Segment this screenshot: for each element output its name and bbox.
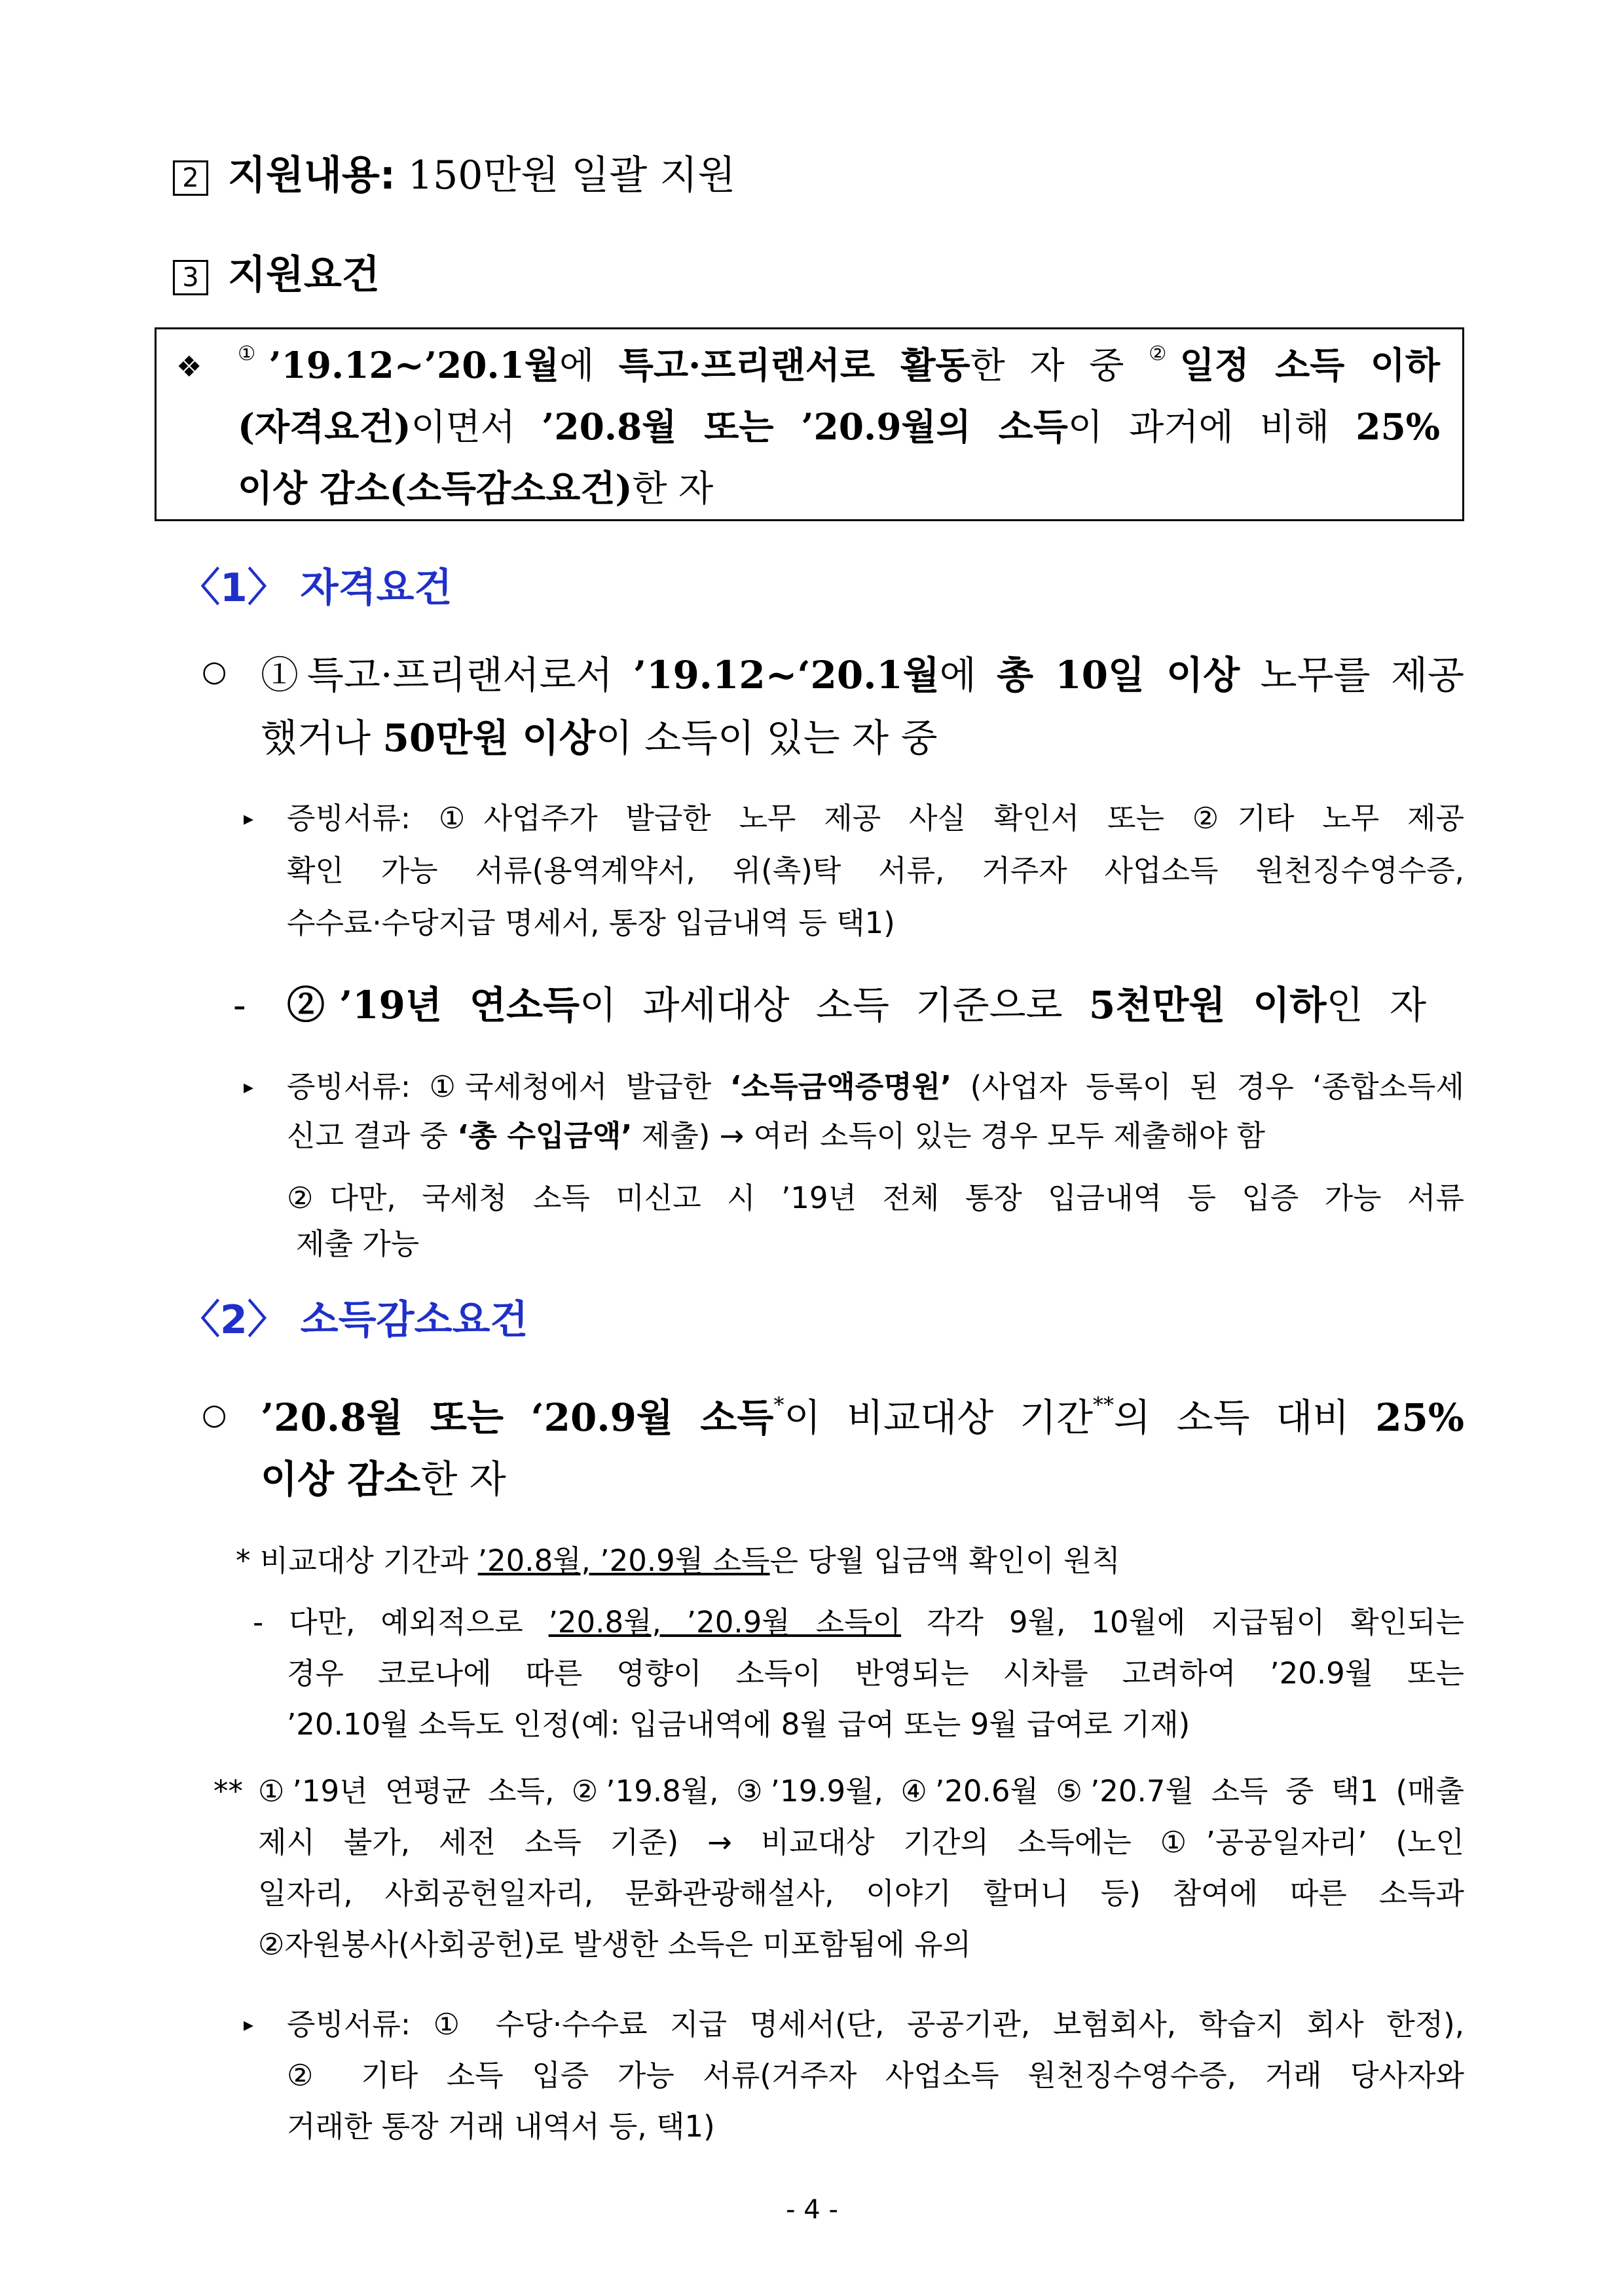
- text-run: ‘총 수입금액’: [457, 1118, 633, 1153]
- section-2-heading: [173, 149, 735, 202]
- summary-line-2: [238, 404, 1440, 450]
- text-run: 한 자: [420, 1457, 506, 1501]
- qualification-line-1: [261, 651, 1464, 699]
- text-run: ’19.12~’20.1월: [268, 344, 560, 386]
- text-run: 특고·프리랜서로 활동: [618, 344, 970, 386]
- text-run: ’20.8월, ’20.9월 소득이: [548, 1605, 902, 1640]
- dash-bullet: -: [233, 983, 246, 1027]
- text-run: 의 소득 대비: [1113, 1395, 1376, 1440]
- summary-box: [155, 327, 1464, 521]
- text-run: ’19.12~‘20.1월: [633, 653, 940, 697]
- text-run: 일정 소득 이하: [1179, 344, 1441, 386]
- page-number: - 4 -: [786, 2195, 838, 2225]
- text-run: 총 10일 이상: [997, 653, 1240, 697]
- text-run: ’20.8월, ’20.9월 소득: [477, 1543, 770, 1578]
- section-title: 지원요건: [228, 252, 380, 298]
- text-run: 25%: [1375, 1395, 1465, 1440]
- text-run: ①특고·프리랜서로서: [261, 653, 633, 697]
- text-run: 이면서: [411, 406, 542, 448]
- triangle-bullet-icon: ▸: [244, 2013, 254, 2036]
- text-run: 인 자: [1326, 983, 1426, 1027]
- evidence-3-line-2: ② 기타 소득 입증 가능 서류(거주자 사업소득 원천징수영수증, 거래 당사자와: [287, 2058, 1464, 2093]
- text-run: 제출) → 여러 소득이 있는 경우 모두 제출해야 함: [632, 1118, 1265, 1153]
- text-run: 증빙서류: ①국세청에서 발급한: [287, 1069, 730, 1104]
- text-run: (자격요건): [238, 405, 411, 448]
- triangle-bullet-icon: ▸: [244, 807, 254, 830]
- triangle-bullet-icon: ▸: [244, 1076, 254, 1099]
- evidence-1-line-2: 확인 가능 서류(용역계약서, 위(촉)탁 서류, 거주자 사업소득 원천징수영수증,: [287, 853, 1464, 888]
- text-run: 이 과거에 비해: [1067, 406, 1356, 448]
- evidence-1-line-1: 증빙서류: ①사업주가 발급한 노무 제공 사실 확인서 또는 ②기타 노무 제공: [287, 801, 1464, 835]
- note-2-line-1: ①’19년 연평균 소득, ②’19.8월, ③’19.9월, ④’20.6월 ⑤’20.7월 소득 중 택1 (매출: [258, 1774, 1464, 1808]
- evidence-2-line-1: [287, 1067, 1464, 1107]
- section-text: 150만원 일괄 지원: [395, 153, 736, 198]
- circle-bullet-icon: ○: [202, 655, 227, 688]
- summary-line-1: [238, 342, 1440, 388]
- text-run: ②’19년 연소득: [287, 983, 580, 1027]
- text-run: ①: [238, 342, 269, 365]
- text-run: 각각 9월, 10월에 지급됨이 확인되는: [901, 1605, 1464, 1640]
- text-run: 이상 감소: [261, 1457, 421, 1501]
- text-run: 25%: [1356, 405, 1441, 448]
- text-run: *: [773, 1392, 784, 1418]
- note-2-line-2: 제시 불가, 세전 소득 기준) → 비교대상 기간의 소득에는 ①’공공일자리’ (노인: [258, 1825, 1464, 1860]
- decrease-line-1: [261, 1393, 1464, 1442]
- text-run: ’20.8월 또는 ’20.9월의 소득: [542, 405, 1068, 448]
- evidence-2-line-3: ②다만, 국세청 소득 미신고 시 ’19년 전체 통장 입금내역 등 입증 가능 서류: [287, 1181, 1464, 1215]
- note-1-dash-line-1: [253, 1603, 1464, 1642]
- text-run: ’20.8월 또는 ‘20.9월 소득: [261, 1395, 774, 1440]
- section-title: 지원내용:: [228, 153, 396, 198]
- income-criterion: [287, 981, 1426, 1029]
- text-run: (사업자 등록이 된 경우 ‘종합소득세: [951, 1069, 1464, 1104]
- double-star-marker: **: [213, 1774, 243, 1808]
- evidence-3-line-3: 거래한 통장 거래 내역서 등, 택1): [287, 2109, 715, 2144]
- text-run: 한 자 중: [970, 344, 1149, 386]
- text-run: 한 자: [632, 468, 714, 509]
- text-run: **: [1093, 1392, 1114, 1418]
- text-run: 이상 감소(소득감소요건): [238, 467, 633, 509]
- subheading-qualification: 〈1〉 자격요건: [181, 565, 452, 611]
- text-run: 이 과세대상 소득 기준으로: [580, 983, 1089, 1027]
- qualification-line-2: [261, 714, 938, 762]
- circle-bullet-icon: ○: [202, 1398, 227, 1431]
- note-1-dash-line-2: 경우 코로나에 따른 영향이 소득이 반영되는 시차를 고려하여 ’20.9월 또는: [287, 1656, 1464, 1691]
- text-run: 했거나: [261, 716, 383, 760]
- text-run: * 비교대상 기간과: [236, 1543, 478, 1578]
- diamond-bullet-icon: ❖: [176, 350, 202, 384]
- section-number-box: 2: [173, 160, 208, 196]
- note-2-line-4: ②자원봉사(사회공헌)로 발생한 소득은 미포함됨에 유의: [258, 1927, 972, 1962]
- evidence-1-line-3: 수수료·수당지급 명세서, 통장 입금내역 등 택1): [287, 906, 895, 940]
- text-run: 5천만원 이하: [1088, 983, 1327, 1027]
- section-number-box: 3: [173, 260, 208, 295]
- note-2-line-3: 일자리, 사회공헌일자리, 문화관광해설사, 이야기 할머니 등) 참여에 따른 소득과: [258, 1876, 1464, 1911]
- text-run: ‘소득금액증명원’: [729, 1069, 952, 1104]
- text-run: - 다만, 예외적으로: [253, 1605, 549, 1640]
- evidence-2-line-2: [287, 1116, 1265, 1156]
- note-1: [236, 1541, 1120, 1581]
- text-run: 50만원 이상: [382, 716, 596, 760]
- text-run: 노무를 제공: [1240, 653, 1465, 697]
- decrease-line-2: [261, 1455, 506, 1503]
- evidence-2-line-4: 제출 가능: [296, 1226, 420, 1261]
- evidence-3-line-1: 증빙서류: ① 수당·수수료 지급 명세서(단, 공공기관, 보험회사, 학습지 회사 한정),: [287, 2007, 1464, 2042]
- text-run: 이 비교대상 기간: [784, 1395, 1094, 1440]
- subheading-income-decrease: 〈2〉 소득감소요건: [181, 1297, 528, 1343]
- text-run: 은 당월 입금액 확인이 원칙: [769, 1543, 1120, 1578]
- section-3-heading: [173, 249, 380, 301]
- note-1-dash-line-3: ’20.10월 소득도 인정(예: 입금내역에 8월 급여 또는 9월 급여로 기재): [287, 1707, 1190, 1742]
- text-run: 에: [559, 344, 619, 386]
- text-run: 이 소득이 있는 자 중: [595, 716, 938, 760]
- text-run: ②: [1149, 342, 1180, 365]
- text-run: 에: [939, 653, 997, 697]
- text-run: 신고 결과 중: [287, 1118, 458, 1153]
- summary-line-3: [238, 466, 1440, 511]
